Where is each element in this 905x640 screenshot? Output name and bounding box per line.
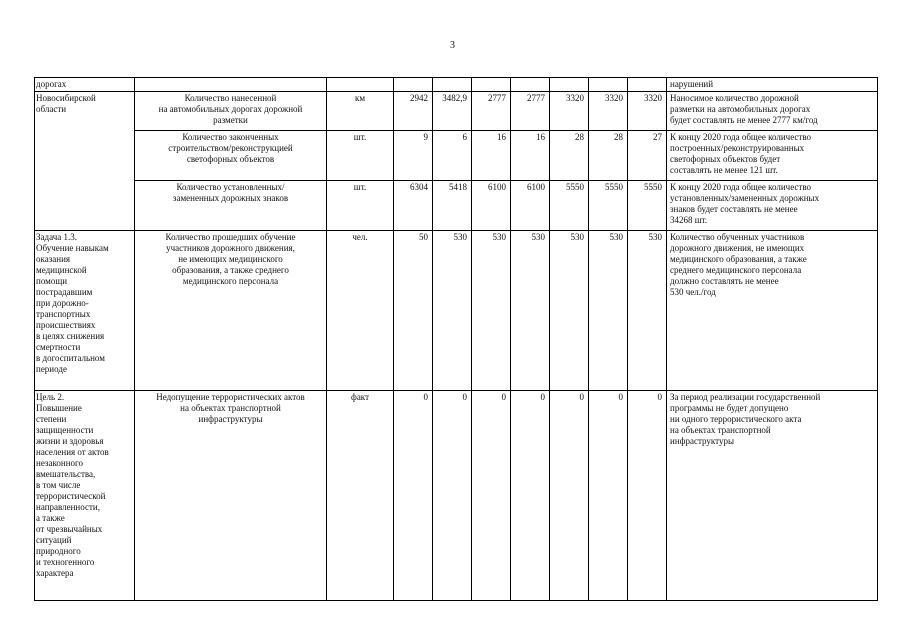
value-cell — [433, 78, 472, 92]
indicator-cell: Недопущение террористических актов на объектах транспортной инфраструктуры — [135, 391, 327, 601]
value-cell: 2777 — [472, 92, 511, 131]
value-cell: 16 — [511, 131, 550, 181]
note-cell: нарушений — [667, 78, 878, 92]
value-cell: 2942 — [394, 92, 433, 131]
value-cell: 5550 — [628, 181, 667, 231]
note-cell: К концу 2020 года общее количество установленных/замененных дорожных знаков будет составлять не менее 34268 шт. — [667, 181, 878, 231]
unit-cell: шт. — [327, 181, 394, 231]
goal-cell: дорогах — [35, 78, 135, 92]
value-cell: 6 — [433, 131, 472, 181]
value-cell: 6304 — [394, 181, 433, 231]
table-row — [35, 131, 878, 181]
value-cell: 530 — [433, 231, 472, 391]
unit-cell: чел. — [327, 231, 394, 391]
goal-cell: Цель 2. Повышение степени защищенности жизни и здоровья населения от актов незаконного вмешательства, в том числе террористической направленности, а также от чрезвычайных ситуаций природного и техногенного характера — [35, 391, 135, 601]
unit-cell: шт. — [327, 131, 394, 181]
value-cell: 27 — [628, 131, 667, 181]
value-cell: 2777 — [511, 92, 550, 131]
unit-cell: факт — [327, 391, 394, 601]
note-cell: Количество обученных участников дорожного движения, не имеющих медицинского образования, а также среднего медицинского персонала должно составлять не менее 530 чел./год — [667, 231, 878, 391]
note-cell: Наносимое количество дорожной разметки на автомобильных дорогах будет составлять не менее 2777 км/год — [667, 92, 878, 131]
note-cell: За период реализации государственной программы не будет допущено ни одного террористического акта на объектах транспортной инфраструктуры — [667, 391, 878, 601]
value-cell: 530 — [511, 231, 550, 391]
value-cell: 0 — [628, 391, 667, 601]
value-cell: 5550 — [550, 181, 589, 231]
value-cell: 9 — [394, 131, 433, 181]
value-cell: 3482,9 — [433, 92, 472, 131]
goal-cell: Новосибирской области — [35, 92, 135, 231]
value-cell: 530 — [472, 231, 511, 391]
value-cell — [550, 78, 589, 92]
value-cell — [472, 78, 511, 92]
unit-cell: км — [327, 92, 394, 131]
value-cell: 0 — [511, 391, 550, 601]
unit-cell — [327, 78, 394, 92]
indicator-cell: Количество нанесенной на автомобильных дорогах дорожной разметки — [135, 92, 327, 131]
table-row — [35, 391, 878, 601]
value-cell — [511, 78, 550, 92]
page-number: 3 — [450, 40, 455, 51]
value-cell: 530 — [628, 231, 667, 391]
value-cell — [628, 78, 667, 92]
value-cell: 0 — [472, 391, 511, 601]
value-cell: 0 — [433, 391, 472, 601]
value-cell: 0 — [589, 391, 628, 601]
table-row — [35, 231, 878, 391]
value-cell: 5418 — [433, 181, 472, 231]
value-cell: 28 — [550, 131, 589, 181]
value-cell — [589, 78, 628, 92]
indicator-cell: Количество установленных/ замененных дорожных знаков — [135, 181, 327, 231]
indicator-cell: Количество законченных строительством/реконструкцией светофорных объектов — [135, 131, 327, 181]
indicator-cell: Количество прошедших обучение участников дорожного движения, не имеющих медицинского образования, а также среднего медицинского персонала — [135, 231, 327, 391]
value-cell: 0 — [550, 391, 589, 601]
indicators-table — [34, 77, 878, 601]
value-cell: 5550 — [589, 181, 628, 231]
value-cell: 530 — [550, 231, 589, 391]
value-cell: 530 — [589, 231, 628, 391]
table-row — [35, 92, 878, 131]
value-cell: 0 — [394, 391, 433, 601]
table-row — [35, 181, 878, 231]
indicator-cell — [135, 78, 327, 92]
table-row — [35, 78, 878, 92]
value-cell: 3320 — [550, 92, 589, 131]
value-cell: 6100 — [511, 181, 550, 231]
value-cell: 3320 — [589, 92, 628, 131]
value-cell: 16 — [472, 131, 511, 181]
value-cell: 28 — [589, 131, 628, 181]
note-cell: К концу 2020 года общее количество построенных/реконструированных светофорных объектов будет составлять не менее 121 шт. — [667, 131, 878, 181]
value-cell — [394, 78, 433, 92]
goal-cell: Задача 1.3. Обучение навыкам оказания медицинской помощи пострадавшим при дорожно- транспортных происшествиях в целях снижения смертности в догоспитальном периоде — [35, 231, 135, 391]
value-cell: 6100 — [472, 181, 511, 231]
value-cell: 50 — [394, 231, 433, 391]
value-cell: 3320 — [628, 92, 667, 131]
